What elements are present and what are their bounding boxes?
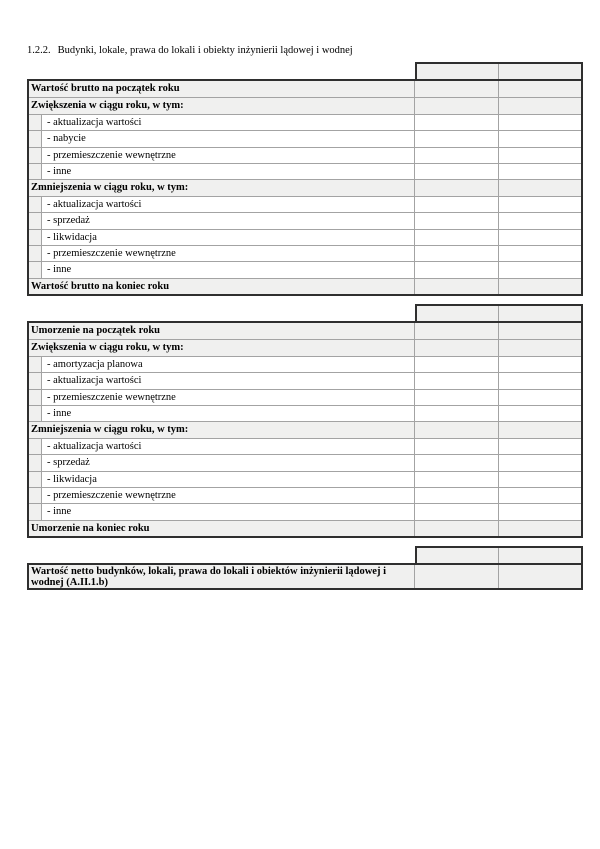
value-cell[interactable] xyxy=(499,323,582,339)
indent-cell xyxy=(29,373,42,388)
header-cell-col2[interactable] xyxy=(499,64,582,79)
header-cell-col1[interactable] xyxy=(417,64,499,79)
row-label-cell xyxy=(29,373,415,388)
indent-cell xyxy=(29,439,42,454)
value-cell[interactable] xyxy=(499,230,582,245)
value-cell[interactable] xyxy=(415,488,499,503)
indent-cell xyxy=(29,230,42,245)
value-cell[interactable] xyxy=(499,406,582,421)
row-label-text: - amortyzacja planowa xyxy=(47,358,143,370)
row-label-cell xyxy=(29,488,415,503)
table-row xyxy=(29,147,581,163)
indent-cell xyxy=(29,262,42,277)
row-label-text: Zwiększenia w ciągu roku, w tym: xyxy=(31,100,184,112)
table-row xyxy=(29,372,581,388)
indent-cell xyxy=(29,148,42,163)
value-cell[interactable] xyxy=(415,197,499,212)
value-cell[interactable] xyxy=(415,81,499,97)
header-cell-col1[interactable] xyxy=(417,548,499,563)
value-cell[interactable] xyxy=(499,197,582,212)
table-row xyxy=(29,356,581,372)
section-number: 1.2.2. xyxy=(27,45,51,56)
row-label-text: Umorzenie na początek roku xyxy=(31,325,160,336)
value-cell[interactable] xyxy=(415,565,499,588)
row-label-text: Umorzenie na koniec roku xyxy=(31,522,150,534)
table-header-row xyxy=(415,62,584,79)
value-cell[interactable] xyxy=(499,390,582,405)
value-cell[interactable] xyxy=(415,472,499,487)
value-cell[interactable] xyxy=(415,230,499,245)
row-label-cell xyxy=(29,390,415,405)
table-row xyxy=(29,114,581,130)
table-row xyxy=(29,471,581,487)
value-cell[interactable] xyxy=(499,472,582,487)
value-cell[interactable] xyxy=(499,357,582,372)
row-label-cell xyxy=(29,246,415,261)
value-cell[interactable] xyxy=(415,504,499,519)
section-title xyxy=(27,45,353,56)
value-cell[interactable] xyxy=(499,131,582,146)
row-label-cell xyxy=(29,213,415,228)
value-cell[interactable] xyxy=(415,390,499,405)
row-label-text: - przemieszczenie wewnętrzne xyxy=(47,247,176,259)
value-cell[interactable] xyxy=(499,439,582,454)
row-label-cell xyxy=(29,164,415,179)
row-label-text: - sprzedaż xyxy=(47,457,90,469)
indent-cell xyxy=(29,455,42,470)
section-title-text: Budynki, lokale, prawa do lokali i obiekty inżynierii lądowej i wodnej xyxy=(57,45,353,56)
row-label-cell xyxy=(29,340,415,355)
row-label-cell xyxy=(29,81,415,97)
row-label-cell xyxy=(29,262,415,277)
row-label-cell xyxy=(29,131,415,146)
row-label-text: - aktualizacja wartości xyxy=(47,440,142,452)
indent-cell xyxy=(29,488,42,503)
row-label-text: - likwidacja xyxy=(47,231,97,243)
row-label-cell xyxy=(29,148,415,163)
value-cell[interactable] xyxy=(499,164,582,179)
table-row xyxy=(29,503,581,519)
value-cell[interactable] xyxy=(499,279,582,294)
value-cell[interactable] xyxy=(499,246,582,261)
row-label-text: - inne xyxy=(47,165,72,177)
value-cell[interactable] xyxy=(415,164,499,179)
table-row xyxy=(29,389,581,405)
value-cell[interactable] xyxy=(415,279,499,294)
row-label-text: - inne xyxy=(47,264,72,276)
table-row xyxy=(29,97,581,113)
table-row xyxy=(29,229,581,245)
amortization-table xyxy=(27,304,583,538)
value-cell[interactable] xyxy=(415,131,499,146)
row-label-cell xyxy=(29,521,415,536)
row-label-cell xyxy=(29,230,415,245)
value-cell[interactable] xyxy=(415,180,499,195)
value-cell[interactable] xyxy=(415,213,499,228)
row-label-text: Wartość brutto na koniec roku xyxy=(31,280,170,292)
table-row xyxy=(29,196,581,212)
row-label-text: Zmniejszenia w ciągu roku, w tym: xyxy=(31,182,189,194)
row-label-cell xyxy=(29,197,415,212)
value-cell[interactable] xyxy=(499,422,582,437)
value-cell[interactable] xyxy=(499,262,582,277)
row-label-cell xyxy=(29,323,415,339)
value-cell[interactable] xyxy=(499,455,582,470)
table-row xyxy=(29,81,581,97)
row-label-text: - nabycie xyxy=(47,133,86,145)
indent-cell xyxy=(29,406,42,421)
table-row xyxy=(29,278,581,294)
row-label-cell xyxy=(29,406,415,421)
row-label-cell xyxy=(29,439,415,454)
table-row xyxy=(29,487,581,503)
table-row xyxy=(29,339,581,355)
indent-cell xyxy=(29,115,42,130)
row-label-cell xyxy=(29,455,415,470)
value-cell[interactable] xyxy=(499,521,582,536)
table-row xyxy=(29,323,581,339)
row-label-cell xyxy=(29,279,415,294)
table-body xyxy=(27,321,583,538)
gross-value-table xyxy=(27,62,583,296)
table-body xyxy=(27,79,583,296)
row-label-text: - likwidacja xyxy=(47,473,97,485)
value-cell[interactable] xyxy=(499,81,582,97)
table-row xyxy=(29,245,581,261)
row-label-text: Wartość brutto na początek roku xyxy=(31,83,180,94)
indent-cell xyxy=(29,131,42,146)
value-cell[interactable] xyxy=(499,180,582,195)
value-cell[interactable] xyxy=(415,98,499,113)
table-row xyxy=(29,261,581,277)
row-label-text: Wartość netto budynków, lokali, prawa do lokali i obiektów inżynierii lądowej i wodnej (A.II.1.b) xyxy=(31,565,386,588)
header-cell-col2[interactable] xyxy=(499,306,582,321)
row-label-cell xyxy=(29,357,415,372)
row-label-text: - aktualizacja wartości xyxy=(47,198,142,210)
value-cell[interactable] xyxy=(415,373,499,388)
row-label-text: - inne xyxy=(47,407,72,419)
row-label-cell xyxy=(29,565,415,588)
table-row xyxy=(29,130,581,146)
header-cell-col1[interactable] xyxy=(417,306,499,321)
value-cell[interactable] xyxy=(415,340,499,355)
net-value-table xyxy=(27,546,583,590)
row-label-text: Zmniejszenia w ciągu roku, w tym: xyxy=(31,424,189,436)
value-cell[interactable] xyxy=(415,246,499,261)
table-body xyxy=(27,563,583,590)
value-cell[interactable] xyxy=(415,323,499,339)
indent-cell xyxy=(29,390,42,405)
table-row xyxy=(29,163,581,179)
table-row xyxy=(29,179,581,195)
table-row xyxy=(29,454,581,470)
indent-cell xyxy=(29,164,42,179)
value-cell[interactable] xyxy=(415,422,499,437)
value-cell[interactable] xyxy=(415,115,499,130)
indent-cell xyxy=(29,504,42,519)
row-label-text: - przemieszczenie wewnętrzne xyxy=(47,149,176,161)
value-cell[interactable] xyxy=(499,213,582,228)
value-cell[interactable] xyxy=(415,357,499,372)
value-cell[interactable] xyxy=(415,521,499,536)
row-label-cell xyxy=(29,98,415,113)
table-row xyxy=(29,565,581,588)
value-cell[interactable] xyxy=(499,504,582,519)
value-cell[interactable] xyxy=(499,565,582,588)
table-row xyxy=(29,212,581,228)
value-cell[interactable] xyxy=(499,373,582,388)
row-label-cell xyxy=(29,422,415,437)
table-row xyxy=(29,421,581,437)
value-cell[interactable] xyxy=(499,340,582,355)
table-header-row xyxy=(415,304,584,321)
indent-cell xyxy=(29,213,42,228)
row-label-text: - inne xyxy=(47,506,72,518)
value-cell[interactable] xyxy=(499,148,582,163)
row-label-cell xyxy=(29,115,415,130)
row-label-text: - aktualizacja wartości xyxy=(47,375,142,387)
value-cell[interactable] xyxy=(499,488,582,503)
row-label-text: - aktualizacja wartości xyxy=(47,116,142,128)
indent-cell xyxy=(29,472,42,487)
indent-cell xyxy=(29,246,42,261)
value-cell[interactable] xyxy=(415,439,499,454)
row-label-text: - przemieszczenie wewnętrzne xyxy=(47,391,176,403)
row-label-cell xyxy=(29,180,415,195)
row-label-cell xyxy=(29,472,415,487)
value-cell[interactable] xyxy=(415,455,499,470)
value-cell[interactable] xyxy=(415,148,499,163)
value-cell[interactable] xyxy=(415,262,499,277)
row-label-text: Zwiększenia w ciągu roku, w tym: xyxy=(31,342,184,354)
value-cell[interactable] xyxy=(415,406,499,421)
table-row xyxy=(29,405,581,421)
table-row xyxy=(29,520,581,536)
value-cell[interactable] xyxy=(499,115,582,130)
row-label-text: - sprzedaż xyxy=(47,215,90,227)
table-header-row xyxy=(415,546,584,563)
table-row xyxy=(29,438,581,454)
indent-cell xyxy=(29,357,42,372)
indent-cell xyxy=(29,197,42,212)
value-cell[interactable] xyxy=(499,98,582,113)
header-cell-col2[interactable] xyxy=(499,548,582,563)
row-label-cell xyxy=(29,504,415,519)
row-label-text: - przemieszczenie wewnętrzne xyxy=(47,489,176,501)
